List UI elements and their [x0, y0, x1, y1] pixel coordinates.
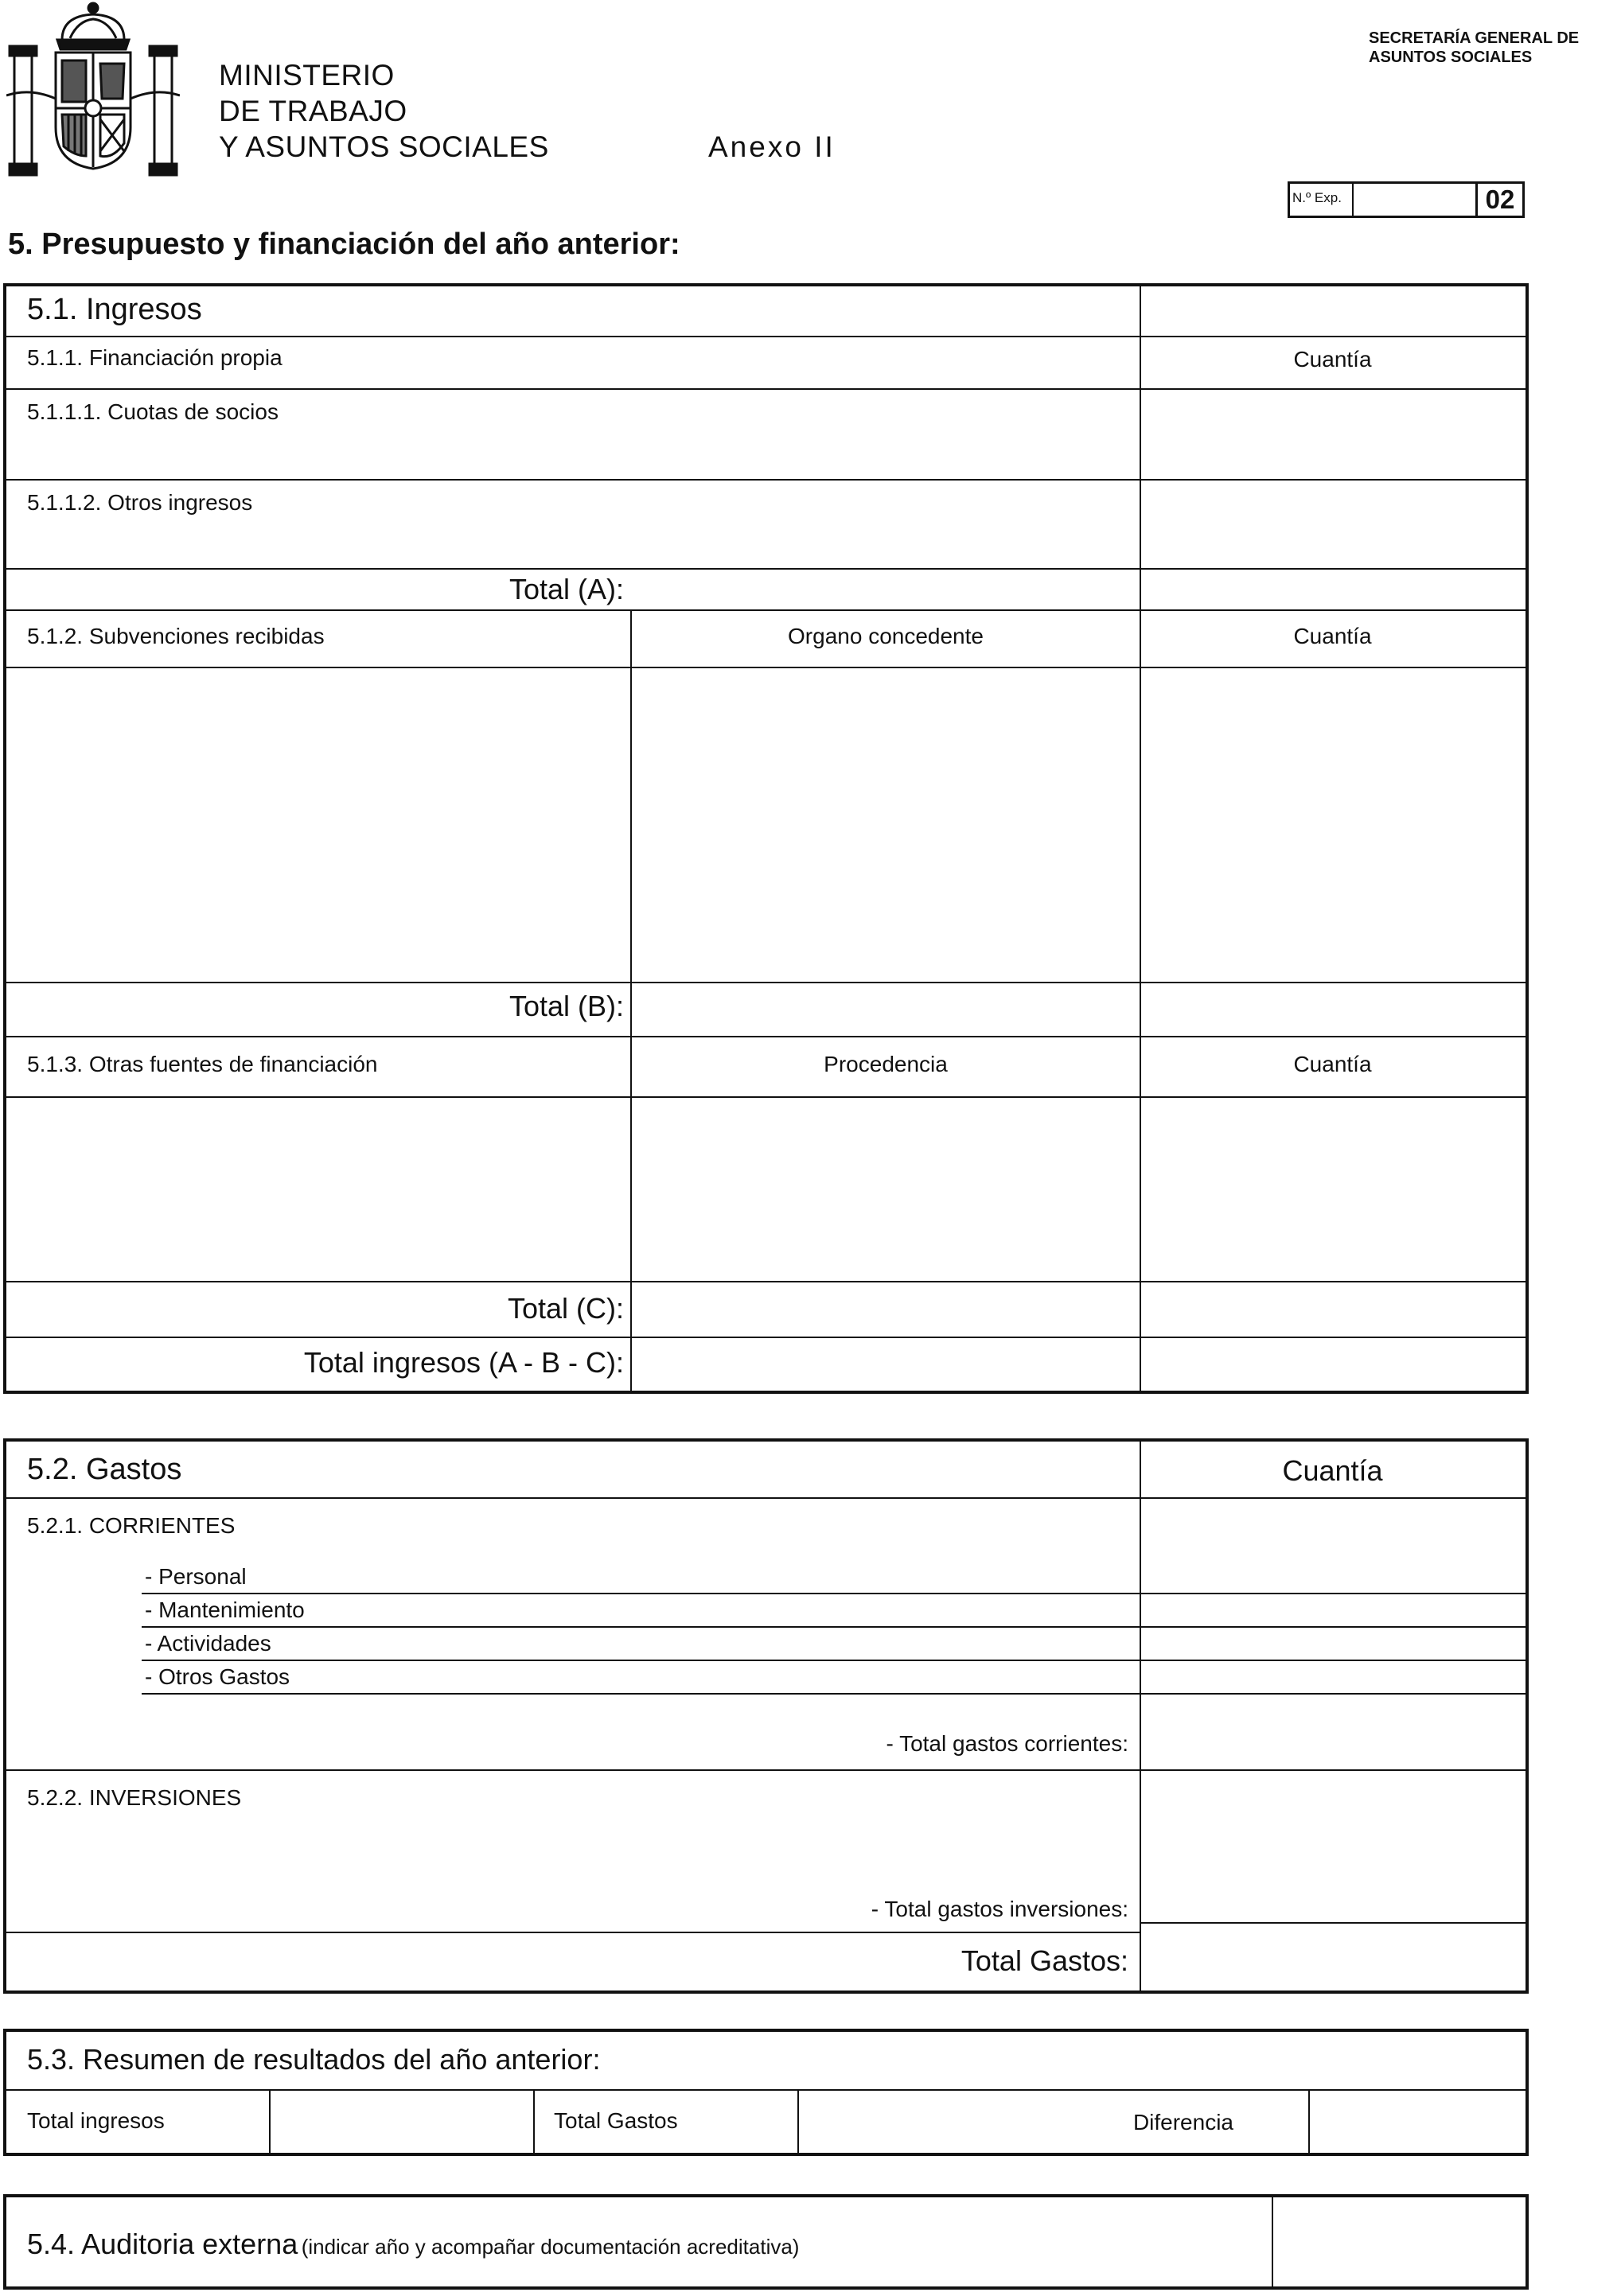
total-c-amount[interactable]	[1141, 1282, 1525, 1335]
otros-gastos-amount[interactable]	[1141, 1661, 1525, 1693]
ministry-line: Y ASUNTOS SOCIALES	[219, 130, 549, 163]
financiacion-propia-label: 5.1.1. Financiación propia	[27, 345, 283, 370]
resumen-table	[3, 2029, 1529, 2156]
auditoria-field[interactable]	[1275, 2197, 1525, 2286]
resumen-title: 5.3. Resumen de resultados del año anterior:	[27, 2043, 601, 2076]
resumen-total-ingresos-label: Total ingresos	[27, 2108, 165, 2133]
gasto-item-actividades: - Actividades	[145, 1631, 271, 1656]
ingresos-table	[3, 283, 1529, 1394]
form-number: 02	[1485, 185, 1515, 214]
total-gastos-label: Total Gastos:	[961, 1944, 1128, 1977]
otros-ingresos-label: 5.1.1.2. Otros ingresos	[27, 490, 253, 515]
total-inversiones-amount[interactable]	[1141, 1771, 1525, 1920]
gasto-item-personal: - Personal	[145, 1564, 247, 1589]
auditoria-note: (indicar año y acompañar documentación acreditativa)	[301, 2235, 800, 2259]
coat-of-arms-logo	[6, 0, 180, 180]
cuotas-socios-label: 5.1.1.1. Cuotas de socios	[27, 399, 279, 424]
total-b-label: Total (B):	[509, 990, 624, 1022]
mantenimiento-amount[interactable]	[1141, 1594, 1525, 1626]
total-inversiones-label: - Total gastos inversiones:	[871, 1897, 1128, 1921]
section-title: 5. Presupuesto y financiación del año anterior:	[8, 228, 680, 261]
cuotas-socios-amount[interactable]	[1141, 390, 1525, 477]
total-b-amount[interactable]	[1141, 983, 1525, 1034]
resumen-total-ingresos-value[interactable]	[272, 2091, 532, 2153]
resumen-diferencia-label: Diferencia	[1132, 2110, 1233, 2135]
auditoria-title: 5.4. Auditoria externa	[27, 2228, 298, 2260]
procedencia-field[interactable]	[632, 1098, 1138, 1279]
subvenciones-amount[interactable]	[1141, 668, 1525, 980]
gasto-item-otros: - Otros Gastos	[145, 1664, 290, 1689]
annex-title: Anexo II	[708, 130, 836, 163]
gastos-title: 5.2. Gastos	[27, 1453, 182, 1486]
organo-field[interactable]	[632, 668, 1138, 980]
total-c-label: Total (C):	[507, 1292, 624, 1325]
gastos-table	[3, 1438, 1529, 1994]
auditoria-table	[3, 2194, 1529, 2290]
ministry-line: MINISTERIO	[219, 59, 395, 91]
resumen-diferencia-value[interactable]	[1311, 2091, 1525, 2153]
ministry-line: DE TRABAJO	[219, 95, 407, 127]
secretaria-line: ASUNTOS SOCIALES	[1369, 49, 1533, 66]
total-ingresos-amount[interactable]	[1141, 1338, 1525, 1391]
subvenciones-label: 5.1.2. Subvenciones recibidas	[27, 624, 325, 648]
ingresos-title: 5.1. Ingresos	[27, 293, 202, 326]
inversiones-label: 5.2.2. INVERSIONES	[27, 1785, 242, 1810]
gastos-cuantia-header: Cuantía	[1282, 1454, 1383, 1487]
procedencia-header: Procedencia	[824, 1052, 948, 1076]
ministry-name	[219, 57, 549, 165]
corrientes-label: 5.2.1. CORRIENTES	[27, 1513, 236, 1538]
otras-fuentes-label: 5.1.3. Otras fuentes de financiación	[27, 1052, 378, 1076]
expediente-field[interactable]	[1354, 184, 1478, 216]
secretaria-line: SECRETARÍA GENERAL DE	[1369, 29, 1580, 47]
personal-amount[interactable]	[1141, 1561, 1525, 1593]
expediente-box	[1288, 181, 1525, 218]
total-gastos-amount[interactable]	[1141, 1924, 1525, 1991]
organo-header: Organo concedente	[788, 624, 984, 648]
resumen-total-gastos-label: Total Gastos	[554, 2108, 678, 2133]
otras-fuentes-amount[interactable]	[1141, 1098, 1525, 1279]
cuantia-header: Cuantía	[1293, 347, 1372, 372]
subvenciones-field[interactable]	[6, 668, 629, 980]
total-corrientes-label: - Total gastos corrientes:	[886, 1731, 1128, 1756]
total-ingresos-label: Total ingresos (A - B - C):	[303, 1346, 624, 1379]
secretaria-name	[1369, 29, 1579, 67]
otras-fuentes-field[interactable]	[6, 1098, 629, 1279]
gasto-item-mantenimiento: - Mantenimiento	[145, 1597, 305, 1622]
total-a-amount[interactable]	[1141, 570, 1525, 608]
expediente-label: N.º Exp.	[1290, 184, 1354, 216]
cuantia-header: Cuantía	[1293, 1052, 1372, 1076]
actividades-amount[interactable]	[1141, 1628, 1525, 1660]
total-a-label: Total (A):	[509, 573, 624, 605]
cuantia-header: Cuantía	[1293, 624, 1372, 648]
otros-ingresos-amount[interactable]	[1141, 481, 1525, 566]
auditoria-title-row	[27, 2228, 799, 2261]
total-corrientes-amount[interactable]	[1141, 1695, 1525, 1768]
